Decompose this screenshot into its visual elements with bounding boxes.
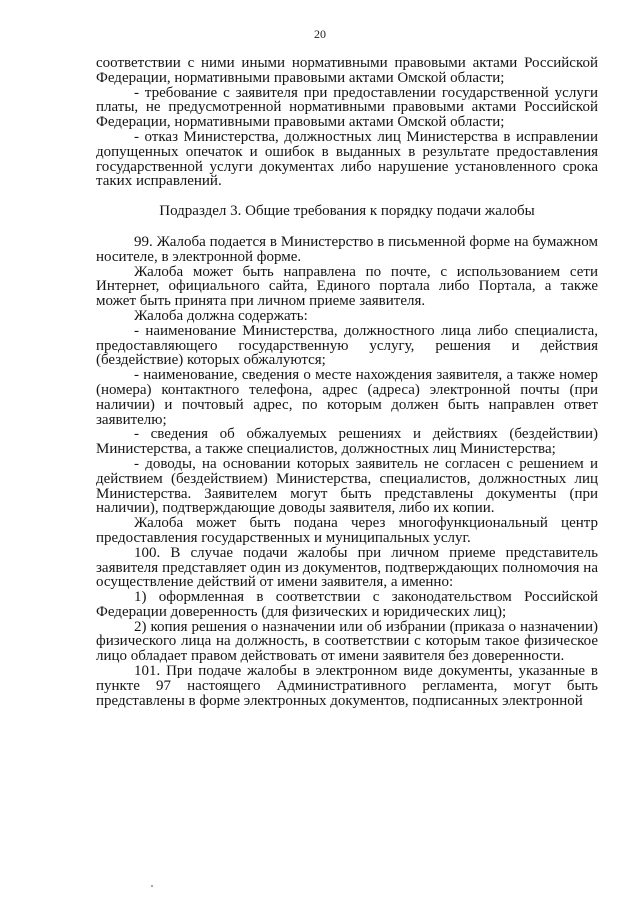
page-number: 20 [314,27,326,41]
list-item: - доводы, на основании которых заявитель не согласен с решением и действием (бездействием) Министерства, специалистов, должностных лиц Министерства. Заявителем могут быть представлены документы (при наличии), подтверждающие доводы заявителя, либо их копии. [96,455,598,517]
paragraph: 99. Жалоба подается в Министерство в письменной форме на бумажном носителе, в электронной форме. [96,233,598,265]
document-body [96,56,598,708]
section-heading: Подраздел 3. Общие требования к порядку подачи жалобы [159,203,535,220]
paragraph: Жалоба должна содержать: [134,307,308,324]
list-item: 2) копия решения о назначении или об избрании (приказа о назначении) физического лица на должность, в соответствии с которым такое физическое лицо обладает правом действовать от имени заявителя без доверенности. [96,618,598,665]
list-item: - наименование, сведения о месте нахождения заявителя, а также номер (номера) контактного телефона, адрес (адреса) электронной почты (при наличии) и почтовый адрес, по которым должен быть направлен ответ заявителю; [96,367,598,428]
paragraph: 101. При подаче жалобы в электронном виде документы, указанные в пункте 97 настоящего Административного регламента, могут быть представлены в форме электронных документов, подписанных электронной [96,663,598,709]
list-item: - сведения об обжалуемых решениях и действиях (бездействии) Министерства, а также специалистов, должностных лиц Министерства; [96,426,598,458]
list-item: 1) оформленная в соответствии с законодательством Российской Федерации доверенность (для физических и юридических лиц); [96,589,598,620]
paragraph: - требование с заявителя при предоставлении государственной услуги платы, не предусмотренной нормативными правовыми актами Российской Федерации, нормативными правовыми актами Омской области; [96,84,598,131]
paragraph: 100. В случае подачи жалобы при личном приеме представитель заявителя представляет один из документов, подтверждающих полномочия на осуществление действий от имени заявителя, а именно: [96,544,598,591]
paragraph: Жалоба может быть подана через многофункциональный центр предоставления государственных и муниципальных услуг. [96,515,598,546]
scan-artifact [151,885,153,887]
list-item: - наименование Министерства, должностного лица либо специалиста, предоставляющего государственную услугу, решения и действия (бездействие) которых обжалуются; [96,322,598,369]
paragraph: - отказ Министерства, должностных лиц Министерства в исправлении допущенных опечаток и ошибок в выданных в результате предоставления государственной услуги документах либо нарушение установленного срока таких исправлений. [96,128,598,190]
paragraph: соответствии с ними иными нормативными правовыми актами Российской Федерации, нормативными правовыми актами Омской области; [96,55,598,86]
paragraph: Жалоба может быть направлена по почте, с использованием сети Интернет, официального сайта, Единого портала либо Портала, а также может быть принята при личном приеме заявителя. [96,263,598,310]
